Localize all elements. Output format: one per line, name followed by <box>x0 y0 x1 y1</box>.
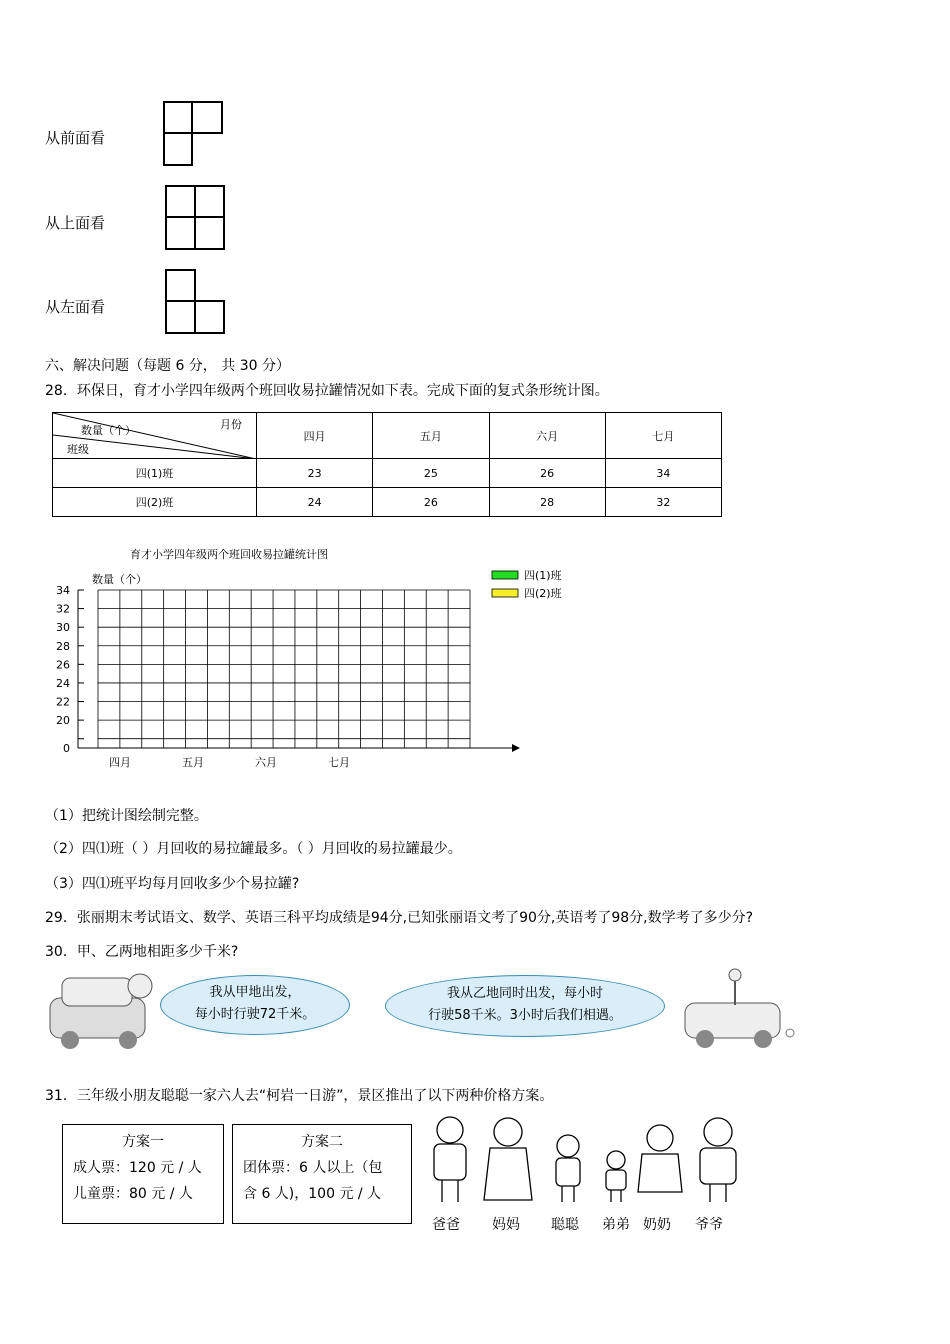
question-31-text: 31．三年级小朋友聪聪一家六人去“柯岩一日游”，景区推出了以下两种价格方案。 <box>45 1088 554 1104</box>
car-right-illustration <box>675 965 805 1055</box>
family-member: 奶奶 <box>643 1217 671 1233</box>
question-29-text: 29．张丽期末考试语文、数学、英语三科平均成绩是94分,已知张丽语文考了90分,英语考了98分,数学考了多少分? <box>45 910 754 926</box>
legend-swatch-class1 <box>492 571 518 579</box>
bubble-2-line-2: 行驶58千米。3小时后我们相遇。 <box>428 1008 622 1023</box>
bubble-2-line-1: 我从乙地同时出发，每小时 <box>446 986 603 1001</box>
plan-one-title: 方案一 <box>122 1134 164 1150</box>
table-corner-header <box>53 413 257 459</box>
y-tick-label: 30 <box>56 621 70 635</box>
legend-swatch-class2 <box>492 589 518 597</box>
question-28-text: 28．环保日，育才小学四年级两个班回收易拉罐情况如下表。完成下面的复式条形统计图。 <box>45 383 609 399</box>
table-row <box>53 459 722 488</box>
speech-bubble-1 <box>160 975 350 1035</box>
family-member: 弟弟 <box>602 1217 630 1233</box>
plan-two-box <box>232 1124 412 1224</box>
family-illustration <box>420 1112 750 1207</box>
value-cell: 26 <box>373 488 489 517</box>
sub-question-2: （2）四⑴班（ ）月回收的易拉罐最多。（ ）月回收的易拉罐最少。 <box>45 841 462 857</box>
value-cell: 28 <box>489 488 605 517</box>
month-header: 六月 <box>489 413 605 459</box>
value-cell: 32 <box>605 488 721 517</box>
car-left-illustration <box>40 968 160 1053</box>
bubble-1-line-1: 我从甲地出发， <box>209 985 301 1000</box>
y-axis-label: 数量（个） <box>92 573 147 586</box>
x-axis-arrow <box>512 744 520 752</box>
plan-one-box <box>62 1124 224 1224</box>
y-tick-label: 26 <box>56 658 70 672</box>
top-view-diagram <box>165 185 227 251</box>
class-cell: 四(2)班 <box>53 488 257 517</box>
header-quantity: 数量（个） <box>81 424 136 437</box>
left-view-diagram <box>165 269 227 335</box>
legend-label-class1: 四(1)班 <box>524 569 562 582</box>
chart-title: 育才小学四年级两个班回收易拉罐统计图 <box>130 548 328 561</box>
section-heading: 六、解决问题（每题 6 分， 共 30 分） <box>45 358 290 374</box>
plan-two-line-1: 团体票：6 人以上（包 <box>243 1160 383 1176</box>
x-tick-labels <box>109 755 350 769</box>
x-tick-label: 五月 <box>182 756 204 769</box>
header-class: 班级 <box>67 443 89 456</box>
bubble-1-line-2: 每小时行驶72千米。 <box>194 1007 316 1022</box>
y-tick-label: 32 <box>56 602 70 616</box>
y-tick-label: 34 <box>56 584 70 597</box>
y-tick-label: 22 <box>56 695 70 709</box>
family-member: 聪聪 <box>551 1217 579 1233</box>
plan-two-title: 方案二 <box>301 1134 343 1150</box>
x-tick-label: 四月 <box>109 756 131 769</box>
data-table <box>52 412 722 517</box>
value-cell: 34 <box>605 459 721 488</box>
plan-one-line-1: 成人票：120 元 / 人 <box>73 1160 202 1176</box>
y-tick-label: 0 <box>63 742 70 755</box>
header-month: 月份 <box>220 418 242 431</box>
legend-label-class2: 四(2)班 <box>524 587 562 600</box>
speech-bubble-2 <box>385 975 665 1037</box>
front-view-diagram <box>163 101 225 167</box>
sub-question-3: （3）四⑴班平均每月回收多少个易拉罐? <box>45 876 300 892</box>
month-header: 四月 <box>257 413 373 459</box>
x-tick-label: 七月 <box>328 756 350 769</box>
chart-grid <box>78 590 470 748</box>
plan-one-line-2: 儿童票：80 元 / 人 <box>73 1186 193 1202</box>
view-label-left: 从左面看 <box>45 298 106 316</box>
family-member: 妈妈 <box>492 1217 520 1233</box>
family-member: 爸爸 <box>432 1217 460 1233</box>
month-header: 五月 <box>373 413 489 459</box>
plan-two-line-2: 含 6 人)，100 元 / 人 <box>243 1186 382 1202</box>
y-tick-labels <box>56 584 70 755</box>
value-cell: 25 <box>373 459 489 488</box>
x-tick-label: 六月 <box>255 756 277 769</box>
family-member: 爷爷 <box>695 1217 723 1233</box>
value-cell: 23 <box>257 459 373 488</box>
view-label-front: 从前面看 <box>45 129 106 147</box>
y-tick-label: 28 <box>56 639 70 653</box>
value-cell: 24 <box>257 488 373 517</box>
bar-chart <box>40 560 580 775</box>
class-cell: 四(1)班 <box>53 459 257 488</box>
view-label-top: 从上面看 <box>45 214 106 232</box>
sub-question-1: （1）把统计图绘制完整。 <box>45 808 208 824</box>
value-cell: 26 <box>489 459 605 488</box>
question-30-text: 30．甲、乙两地相距多少千米? <box>45 944 239 960</box>
y-tick-label: 24 <box>56 676 70 690</box>
table-row <box>53 488 722 517</box>
month-header: 七月 <box>605 413 721 459</box>
y-tick-label: 20 <box>56 714 70 728</box>
